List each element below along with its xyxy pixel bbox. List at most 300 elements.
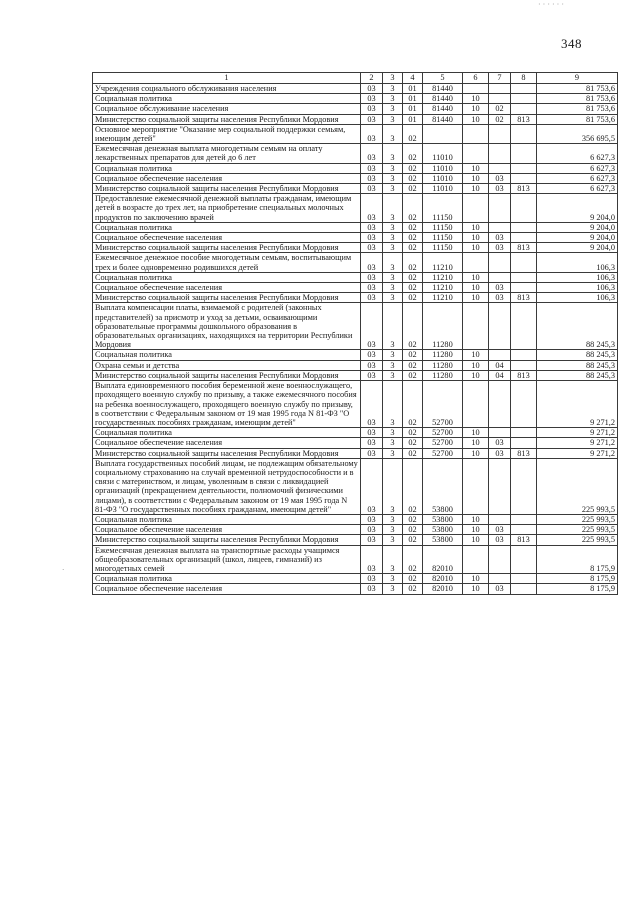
row-code-cell: 03 xyxy=(361,370,383,380)
row-amount-cell: 9 204,0 xyxy=(537,222,618,232)
table-row xyxy=(93,144,618,163)
table-row xyxy=(93,514,618,524)
row-code-cell xyxy=(511,514,537,524)
row-code-cell: 10 xyxy=(463,222,489,232)
row-code-cell: 03 xyxy=(361,114,383,124)
row-code-cell: 03 xyxy=(361,272,383,282)
table-row xyxy=(93,184,618,194)
row-code-cell: 03 xyxy=(361,233,383,243)
table-row xyxy=(93,458,618,514)
table-row xyxy=(93,525,618,535)
row-code-cell xyxy=(489,574,511,584)
row-code-cell: 3 xyxy=(383,272,403,282)
row-code-cell: 02 xyxy=(403,184,423,194)
row-code-cell: 03 xyxy=(361,545,383,574)
row-code-cell xyxy=(511,360,537,370)
row-code-cell xyxy=(511,104,537,114)
row-code-cell: 03 xyxy=(489,535,511,545)
row-code-cell: 3 xyxy=(383,370,403,380)
row-amount-cell: 225 993,5 xyxy=(537,535,618,545)
row-code-cell: 3 xyxy=(383,124,403,143)
row-code-cell: 11280 xyxy=(423,370,463,380)
row-name-cell: Социальное обеспечение населения xyxy=(93,584,361,594)
row-name-cell: Социальное обеспечение населения xyxy=(93,173,361,183)
column-header: 9 xyxy=(537,73,618,84)
row-code-cell: 81440 xyxy=(423,94,463,104)
row-code-cell: 3 xyxy=(383,545,403,574)
table-row xyxy=(93,350,618,360)
row-amount-cell: 6 627,3 xyxy=(537,144,618,163)
row-code-cell: 02 xyxy=(403,124,423,143)
row-code-cell: 02 xyxy=(403,574,423,584)
row-code-cell: 01 xyxy=(403,114,423,124)
row-name-cell: Министерство социальной защиты населения Республики Мордовия xyxy=(93,184,361,194)
row-code-cell xyxy=(511,194,537,223)
table-row xyxy=(93,283,618,293)
row-amount-cell: 81 753,6 xyxy=(537,84,618,94)
row-code-cell xyxy=(511,173,537,183)
row-code-cell: 11150 xyxy=(423,243,463,253)
table-row xyxy=(93,124,618,143)
column-header: 6 xyxy=(463,73,489,84)
row-code-cell: 10 xyxy=(463,104,489,114)
row-code-cell xyxy=(511,253,537,272)
row-code-cell xyxy=(489,194,511,223)
row-code-cell: 11150 xyxy=(423,222,463,232)
row-amount-cell: 9 271,2 xyxy=(537,381,618,428)
row-amount-cell: 225 993,5 xyxy=(537,514,618,524)
row-code-cell: 03 xyxy=(361,283,383,293)
row-amount-cell: 225 993,5 xyxy=(537,525,618,535)
row-code-cell: 10 xyxy=(463,574,489,584)
row-code-cell xyxy=(489,303,511,350)
row-code-cell: 3 xyxy=(383,104,403,114)
row-code-cell xyxy=(489,514,511,524)
row-code-cell: 02 xyxy=(403,272,423,282)
row-code-cell xyxy=(511,525,537,535)
row-code-cell: 3 xyxy=(383,243,403,253)
row-code-cell: 81440 xyxy=(423,104,463,114)
row-code-cell: 03 xyxy=(361,144,383,163)
row-code-cell: 03 xyxy=(489,233,511,243)
row-code-cell: 10 xyxy=(463,370,489,380)
row-amount-cell: 9 204,0 xyxy=(537,243,618,253)
row-code-cell: 02 xyxy=(403,448,423,458)
table-row xyxy=(93,584,618,594)
row-code-cell xyxy=(511,428,537,438)
row-code-cell: 10 xyxy=(463,243,489,253)
row-code-cell: 03 xyxy=(361,94,383,104)
row-name-cell: Учреждения социального обслуживания населения xyxy=(93,84,361,94)
row-name-cell: Предоставление ежемесячной денежной выплаты гражданам, имеющим детей в возрасте до трех лет, на приобретение специальных молочных продуктов по заключению врачей xyxy=(93,194,361,223)
row-code-cell xyxy=(463,124,489,143)
table-row xyxy=(93,535,618,545)
row-amount-cell: 106,3 xyxy=(537,293,618,303)
row-code-cell: 02 xyxy=(403,428,423,438)
row-name-cell: Социальная политика xyxy=(93,272,361,282)
row-code-cell: 03 xyxy=(361,350,383,360)
row-code-cell: 11210 xyxy=(423,253,463,272)
row-code-cell: 02 xyxy=(403,525,423,535)
row-code-cell xyxy=(489,350,511,360)
row-code-cell xyxy=(511,163,537,173)
row-amount-cell: 81 753,6 xyxy=(537,94,618,104)
row-code-cell: 10 xyxy=(463,438,489,448)
row-code-cell: 53800 xyxy=(423,525,463,535)
row-code-cell: 03 xyxy=(489,584,511,594)
row-code-cell: 03 xyxy=(361,84,383,94)
table-row xyxy=(93,173,618,183)
row-amount-cell: 9 271,2 xyxy=(537,438,618,448)
row-name-cell: Охрана семьи и детства xyxy=(93,360,361,370)
row-name-cell: Социальная политика xyxy=(93,350,361,360)
table-row xyxy=(93,194,618,223)
row-code-cell: 813 xyxy=(511,243,537,253)
row-code-cell: 02 xyxy=(403,293,423,303)
row-code-cell: 03 xyxy=(361,253,383,272)
page-number: 348 xyxy=(561,36,582,51)
row-name-cell: Ежемесячное денежное пособие многодетным семьям, воспитывающим трех и более одновременно родившихся детей xyxy=(93,253,361,272)
table-row xyxy=(93,574,618,584)
row-code-cell: 04 xyxy=(489,360,511,370)
row-code-cell: 03 xyxy=(361,222,383,232)
row-code-cell: 82010 xyxy=(423,545,463,574)
row-amount-cell: 6 627,3 xyxy=(537,173,618,183)
column-header: 3 xyxy=(383,73,403,84)
row-code-cell: 02 xyxy=(489,104,511,114)
row-code-cell: 03 xyxy=(489,448,511,458)
row-code-cell: 813 xyxy=(511,370,537,380)
row-code-cell xyxy=(463,458,489,514)
row-code-cell xyxy=(511,381,537,428)
row-code-cell: 11280 xyxy=(423,303,463,350)
row-code-cell xyxy=(489,381,511,428)
row-code-cell xyxy=(511,144,537,163)
row-code-cell: 11280 xyxy=(423,360,463,370)
row-code-cell xyxy=(489,272,511,282)
table-row xyxy=(93,545,618,574)
table-row xyxy=(93,104,618,114)
row-code-cell: 03 xyxy=(361,428,383,438)
row-code-cell xyxy=(511,545,537,574)
row-code-cell: 10 xyxy=(463,525,489,535)
row-code-cell: 02 xyxy=(403,360,423,370)
column-header: 2 xyxy=(361,73,383,84)
scan-top-mark: · · · · · · xyxy=(538,0,564,9)
table-row xyxy=(93,381,618,428)
row-code-cell xyxy=(463,381,489,428)
row-code-cell: 11210 xyxy=(423,293,463,303)
row-code-cell xyxy=(463,144,489,163)
table-row xyxy=(93,370,618,380)
row-code-cell: 03 xyxy=(489,293,511,303)
row-amount-cell: 88 245,3 xyxy=(537,360,618,370)
row-code-cell: 53800 xyxy=(423,535,463,545)
column-header: 7 xyxy=(489,73,511,84)
row-name-cell: Выплата государственных пособий лицам, не подлежащим обязательному социальному страхованию на случай временной нетрудоспособности и в связи с материнством, и лицам, уволенным в связи с ликвидацией организаций (прекращением деятельности, полномочий физическими лицами), в соответствии с Федеральным законом от 19 мая 1995 года N 81-ФЗ "О государственных пособиях гражданам, имеющим детей" xyxy=(93,458,361,514)
row-amount-cell: 88 245,3 xyxy=(537,303,618,350)
table-row xyxy=(93,253,618,272)
row-name-cell: Социальное обеспечение населения xyxy=(93,283,361,293)
row-code-cell: 11010 xyxy=(423,173,463,183)
row-code-cell: 02 xyxy=(403,194,423,223)
row-code-cell: 81440 xyxy=(423,114,463,124)
row-code-cell: 10 xyxy=(463,272,489,282)
row-name-cell: Министерство социальной защиты населения Республики Мордовия xyxy=(93,114,361,124)
row-code-cell: 10 xyxy=(463,293,489,303)
row-code-cell: 03 xyxy=(361,448,383,458)
row-code-cell: 10 xyxy=(463,173,489,183)
row-code-cell: 82010 xyxy=(423,574,463,584)
row-code-cell xyxy=(489,163,511,173)
row-code-cell: 11150 xyxy=(423,194,463,223)
row-code-cell: 03 xyxy=(361,293,383,303)
row-code-cell: 10 xyxy=(463,428,489,438)
row-code-cell: 10 xyxy=(463,584,489,594)
row-amount-cell: 6 627,3 xyxy=(537,184,618,194)
table-row xyxy=(93,272,618,282)
row-code-cell: 3 xyxy=(383,535,403,545)
row-code-cell: 81440 xyxy=(423,84,463,94)
row-amount-cell: 225 993,5 xyxy=(537,458,618,514)
row-amount-cell: 106,3 xyxy=(537,272,618,282)
table-row xyxy=(93,233,618,243)
row-code-cell: 3 xyxy=(383,360,403,370)
row-name-cell: Социальное обеспечение населения xyxy=(93,525,361,535)
row-code-cell xyxy=(423,124,463,143)
row-amount-cell: 9 204,0 xyxy=(537,233,618,243)
row-name-cell: Социальная политика xyxy=(93,163,361,173)
row-code-cell: 813 xyxy=(511,448,537,458)
row-code-cell: 01 xyxy=(403,94,423,104)
row-code-cell xyxy=(511,124,537,143)
row-code-cell: 02 xyxy=(403,381,423,428)
table-row xyxy=(93,222,618,232)
row-code-cell: 3 xyxy=(383,163,403,173)
row-code-cell: 03 xyxy=(489,173,511,183)
row-code-cell: 10 xyxy=(463,114,489,124)
row-code-cell xyxy=(511,303,537,350)
row-code-cell xyxy=(511,233,537,243)
row-code-cell: 3 xyxy=(383,584,403,594)
row-code-cell xyxy=(463,194,489,223)
column-header: 1 xyxy=(93,73,361,84)
row-name-cell: Социальная политика xyxy=(93,514,361,524)
row-code-cell xyxy=(511,438,537,448)
row-name-cell: Ежемесячная денежная выплата многодетным семьям на оплату лекарственных препаратов для детей до 6 лет xyxy=(93,144,361,163)
row-code-cell xyxy=(463,545,489,574)
row-code-cell: 10 xyxy=(463,360,489,370)
row-name-cell: Министерство социальной защиты населения Республики Мордовия xyxy=(93,448,361,458)
row-name-cell: Социальная политика xyxy=(93,428,361,438)
row-code-cell: 01 xyxy=(403,84,423,94)
row-name-cell: Социальное обеспечение населения xyxy=(93,438,361,448)
row-code-cell: 02 xyxy=(403,253,423,272)
table-row xyxy=(93,293,618,303)
row-code-cell: 813 xyxy=(511,184,537,194)
row-code-cell xyxy=(489,94,511,104)
row-code-cell: 10 xyxy=(463,94,489,104)
row-code-cell: 02 xyxy=(403,458,423,514)
row-code-cell: 3 xyxy=(383,448,403,458)
row-code-cell xyxy=(463,303,489,350)
row-code-cell: 3 xyxy=(383,173,403,183)
row-code-cell: 52700 xyxy=(423,438,463,448)
row-amount-cell: 6 627,3 xyxy=(537,163,618,173)
row-code-cell: 3 xyxy=(383,458,403,514)
scan-left-mark: · xyxy=(62,566,65,574)
row-amount-cell: 8 175,9 xyxy=(537,584,618,594)
row-code-cell: 3 xyxy=(383,253,403,272)
row-code-cell: 3 xyxy=(383,114,403,124)
row-code-cell: 03 xyxy=(361,124,383,143)
row-code-cell: 10 xyxy=(463,350,489,360)
row-code-cell: 03 xyxy=(361,535,383,545)
row-code-cell xyxy=(489,253,511,272)
row-code-cell: 02 xyxy=(403,233,423,243)
row-amount-cell: 106,3 xyxy=(537,253,618,272)
row-code-cell: 03 xyxy=(489,243,511,253)
row-code-cell: 3 xyxy=(383,194,403,223)
row-code-cell: 11010 xyxy=(423,163,463,173)
row-code-cell: 03 xyxy=(361,381,383,428)
row-code-cell: 02 xyxy=(403,283,423,293)
row-code-cell: 03 xyxy=(361,194,383,223)
row-name-cell: Социальная политика xyxy=(93,94,361,104)
row-amount-cell: 9 271,2 xyxy=(537,448,618,458)
row-code-cell: 03 xyxy=(361,303,383,350)
row-code-cell: 02 xyxy=(403,144,423,163)
row-code-cell: 813 xyxy=(511,535,537,545)
row-code-cell xyxy=(511,574,537,584)
row-code-cell: 03 xyxy=(489,525,511,535)
row-code-cell: 3 xyxy=(383,184,403,194)
row-code-cell: 813 xyxy=(511,114,537,124)
row-code-cell: 3 xyxy=(383,428,403,438)
row-code-cell: 01 xyxy=(403,104,423,114)
row-amount-cell: 356 695,5 xyxy=(537,124,618,143)
row-code-cell xyxy=(511,272,537,282)
row-code-cell: 02 xyxy=(403,514,423,524)
row-code-cell: 3 xyxy=(383,144,403,163)
row-code-cell: 3 xyxy=(383,84,403,94)
row-code-cell: 10 xyxy=(463,514,489,524)
row-code-cell: 10 xyxy=(463,233,489,243)
row-code-cell xyxy=(489,545,511,574)
row-code-cell xyxy=(489,458,511,514)
row-code-cell xyxy=(489,428,511,438)
row-code-cell: 03 xyxy=(361,525,383,535)
row-code-cell: 52700 xyxy=(423,428,463,438)
row-amount-cell: 9 204,0 xyxy=(537,194,618,223)
row-code-cell xyxy=(489,124,511,143)
row-name-cell: Министерство социальной защиты населения Республики Мордовия xyxy=(93,243,361,253)
row-code-cell xyxy=(489,222,511,232)
row-name-cell: Социальное обслуживание населения xyxy=(93,104,361,114)
row-amount-cell: 8 175,9 xyxy=(537,574,618,584)
row-code-cell xyxy=(511,84,537,94)
row-code-cell: 02 xyxy=(403,370,423,380)
row-code-cell xyxy=(463,253,489,272)
row-code-cell: 82010 xyxy=(423,584,463,594)
row-code-cell: 3 xyxy=(383,438,403,448)
row-code-cell: 813 xyxy=(511,293,537,303)
row-name-cell: Социальное обеспечение населения xyxy=(93,233,361,243)
row-code-cell xyxy=(463,84,489,94)
column-header: 4 xyxy=(403,73,423,84)
budget-table xyxy=(92,72,618,595)
row-code-cell: 02 xyxy=(403,303,423,350)
row-code-cell: 52700 xyxy=(423,381,463,428)
table-row xyxy=(93,448,618,458)
row-code-cell: 03 xyxy=(361,184,383,194)
row-code-cell: 02 xyxy=(403,545,423,574)
row-amount-cell: 8 175,9 xyxy=(537,545,618,574)
row-name-cell: Ежемесячная денежная выплата на транспортные расходы учащимся общеобразовательных организаций (школ, лицеев, гимназий) из многодетных семей xyxy=(93,545,361,574)
row-code-cell: 53800 xyxy=(423,458,463,514)
row-code-cell: 3 xyxy=(383,293,403,303)
row-code-cell: 3 xyxy=(383,283,403,293)
row-name-cell: Основное мероприятие "Оказание мер социальной поддержки семьям, имеющим детей" xyxy=(93,124,361,143)
row-code-cell: 03 xyxy=(361,360,383,370)
row-code-cell: 11280 xyxy=(423,350,463,360)
row-code-cell: 02 xyxy=(403,350,423,360)
row-code-cell xyxy=(489,144,511,163)
table-row xyxy=(93,163,618,173)
row-name-cell: Министерство социальной защиты населения Республики Мордовия xyxy=(93,370,361,380)
row-code-cell: 10 xyxy=(463,448,489,458)
row-code-cell: 03 xyxy=(489,438,511,448)
table-row xyxy=(93,94,618,104)
row-code-cell: 3 xyxy=(383,574,403,584)
column-header: 5 xyxy=(423,73,463,84)
row-code-cell: 02 xyxy=(403,222,423,232)
row-code-cell xyxy=(511,222,537,232)
table-row xyxy=(93,303,618,350)
row-code-cell: 3 xyxy=(383,525,403,535)
row-code-cell: 03 xyxy=(361,458,383,514)
row-code-cell: 3 xyxy=(383,381,403,428)
row-code-cell: 02 xyxy=(403,163,423,173)
row-code-cell: 03 xyxy=(361,104,383,114)
table-body xyxy=(93,84,618,595)
row-code-cell: 04 xyxy=(489,370,511,380)
row-code-cell: 02 xyxy=(403,584,423,594)
row-code-cell: 3 xyxy=(383,94,403,104)
row-code-cell: 03 xyxy=(361,584,383,594)
row-code-cell: 10 xyxy=(463,184,489,194)
row-code-cell: 03 xyxy=(361,173,383,183)
table-row xyxy=(93,360,618,370)
table-row xyxy=(93,84,618,94)
row-code-cell xyxy=(511,283,537,293)
row-amount-cell: 88 245,3 xyxy=(537,370,618,380)
row-code-cell xyxy=(489,84,511,94)
row-amount-cell: 9 271,2 xyxy=(537,428,618,438)
row-name-cell: Министерство социальной защиты населения Республики Мордовия xyxy=(93,293,361,303)
row-code-cell: 03 xyxy=(489,184,511,194)
row-code-cell: 11010 xyxy=(423,184,463,194)
row-name-cell: Социальная политика xyxy=(93,574,361,584)
row-code-cell xyxy=(511,584,537,594)
row-code-cell xyxy=(511,458,537,514)
row-code-cell: 03 xyxy=(361,163,383,173)
row-code-cell: 02 xyxy=(403,243,423,253)
row-name-cell: Выплата единовременного пособия беременной жене военнослужащего, проходящего военную службу по призыву, а также ежемесячного пособия на ребенка военнослужащего, проходящего военную службу по призыву, в соответствии с Федеральным законом от 19 мая 1995 года N 81-ФЗ "О государственных пособиях гражданам, имеющим детей" xyxy=(93,381,361,428)
table-header-row xyxy=(93,73,618,84)
row-code-cell xyxy=(511,350,537,360)
row-amount-cell: 106,3 xyxy=(537,283,618,293)
